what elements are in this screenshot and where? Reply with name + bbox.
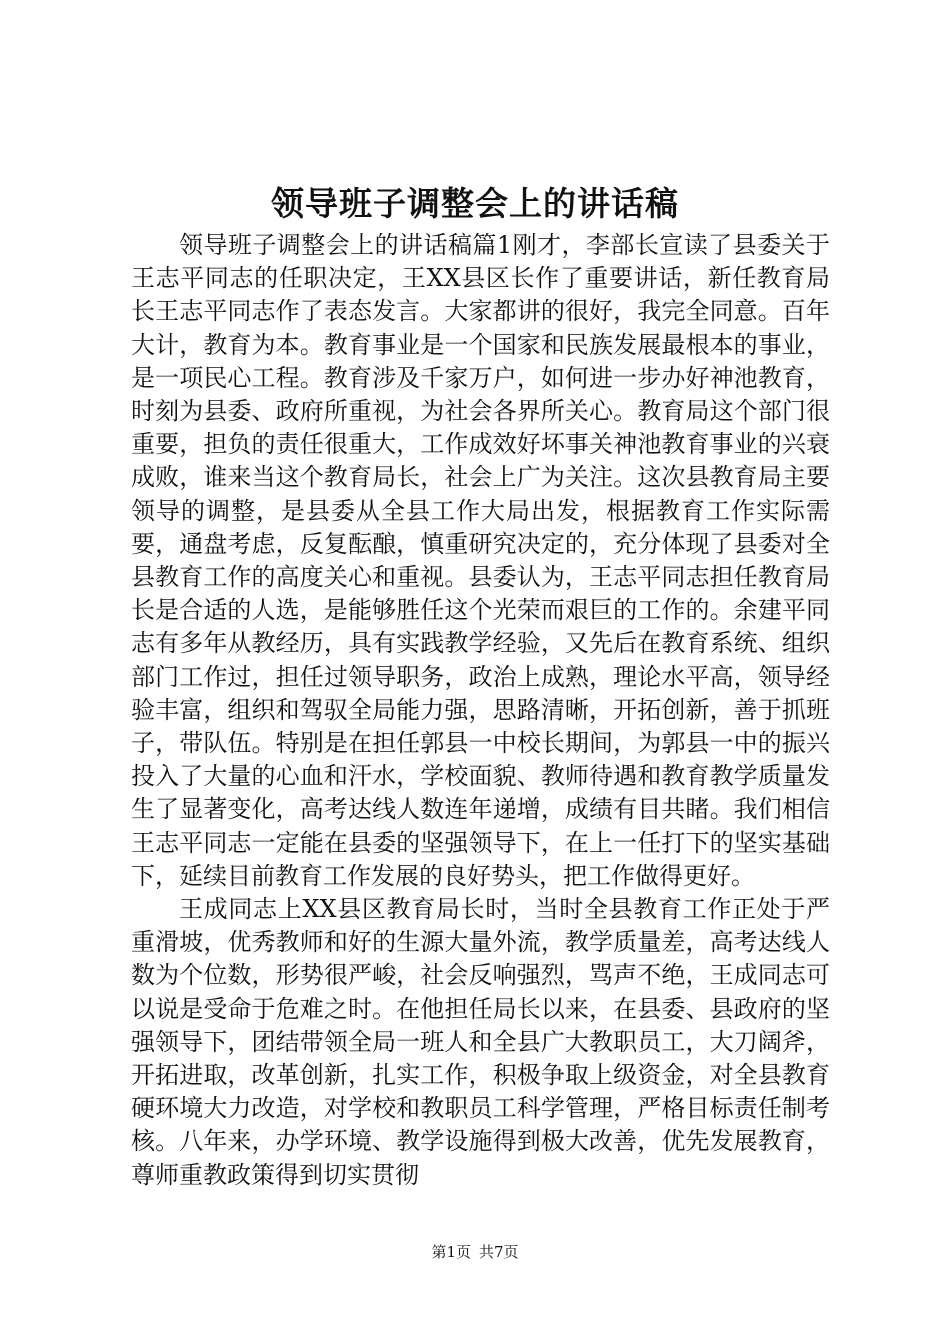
document-body	[131, 229, 830, 1192]
body-paragraph: 王成同志上XX县区教育局长时，当时全县教育工作正处于严重滑坡，优秀教师和好的生源大量外流，教学质量差，高考达线人数为个位数，形势很严峻，社会反响强烈，骂声不绝，王成同志可以说是受命于危难之时。在他担任局长以来，在县委、县政府的坚强领导下，团结带领全局一班人和全县广大教职员工，大刀阔斧，开拓进取，改革创新，扎实工作，积极争取上级资金，对全县教育硬环境大力改造，对学校和教职员工科学管理，严格目标责任制考核。八年来，办学环境、教学设施得到极大改善，优先发展教育，尊师重教政策得到切实贯彻	[131, 895, 830, 1189]
page-number: 第1页	[431, 1243, 471, 1261]
page-footer	[0, 1240, 950, 1264]
body-paragraph: 领导班子调整会上的讲话稿篇1刚才，李部长宣读了县委关于王志平同志的任职决定，王XX县区长作了重要讲话，新任教育局长王志平同志作了表态发言。大家都讲的很好，我完全同意。百年大计，教育为本。教育事业是一个国家和民族发展最根本的事业，是一项民心工程。教育涉及千家万户，如何进一步办好神池教育，时刻为县委、政府所重视，为社会各界所关心。教育局这个部门很重要，担负的责任很重大，工作成效好坏事关神池教育事业的兴衰成败，谁来当这个教育局长，社会上广为关注。这次县教育局主要领导的调整，是县委从全县工作大局出发，根据教育工作实际需要，通盘考虑，反复酝酿，慎重研究决定的，充分体现了县委对全县教育工作的高度关心和重视。县委认为，王志平同志担任教育局长是合适的人选，是能够胜任这个光荣而艰巨的工作的。余建平同志有多年从教经历，具有实践教学经验，又先后在教育系统、组织部门工作过，担任过领导职务，政治上成熟，理论水平高，领导经验丰富，组织和驾驭全局能力强，思路清晰，开拓创新，善于抓班子，带队伍。特别是在担任郭县一中校长期间，为郭县一中的振兴投入了大量的心血和汗水，学校面貌、教师待遇和教育教学质量发生了显著变化，高考达线人数连年递增，成绩有目共睹。我们相信王志平同志一定能在县委的坚强领导下，在上一任打下的坚实基础下，延续目前教育工作发展的良好势头，把工作做得更好。	[131, 231, 830, 890]
page-total: 共7页	[479, 1243, 519, 1261]
document-title: 领导班子调整会上的讲话稿	[271, 184, 679, 223]
